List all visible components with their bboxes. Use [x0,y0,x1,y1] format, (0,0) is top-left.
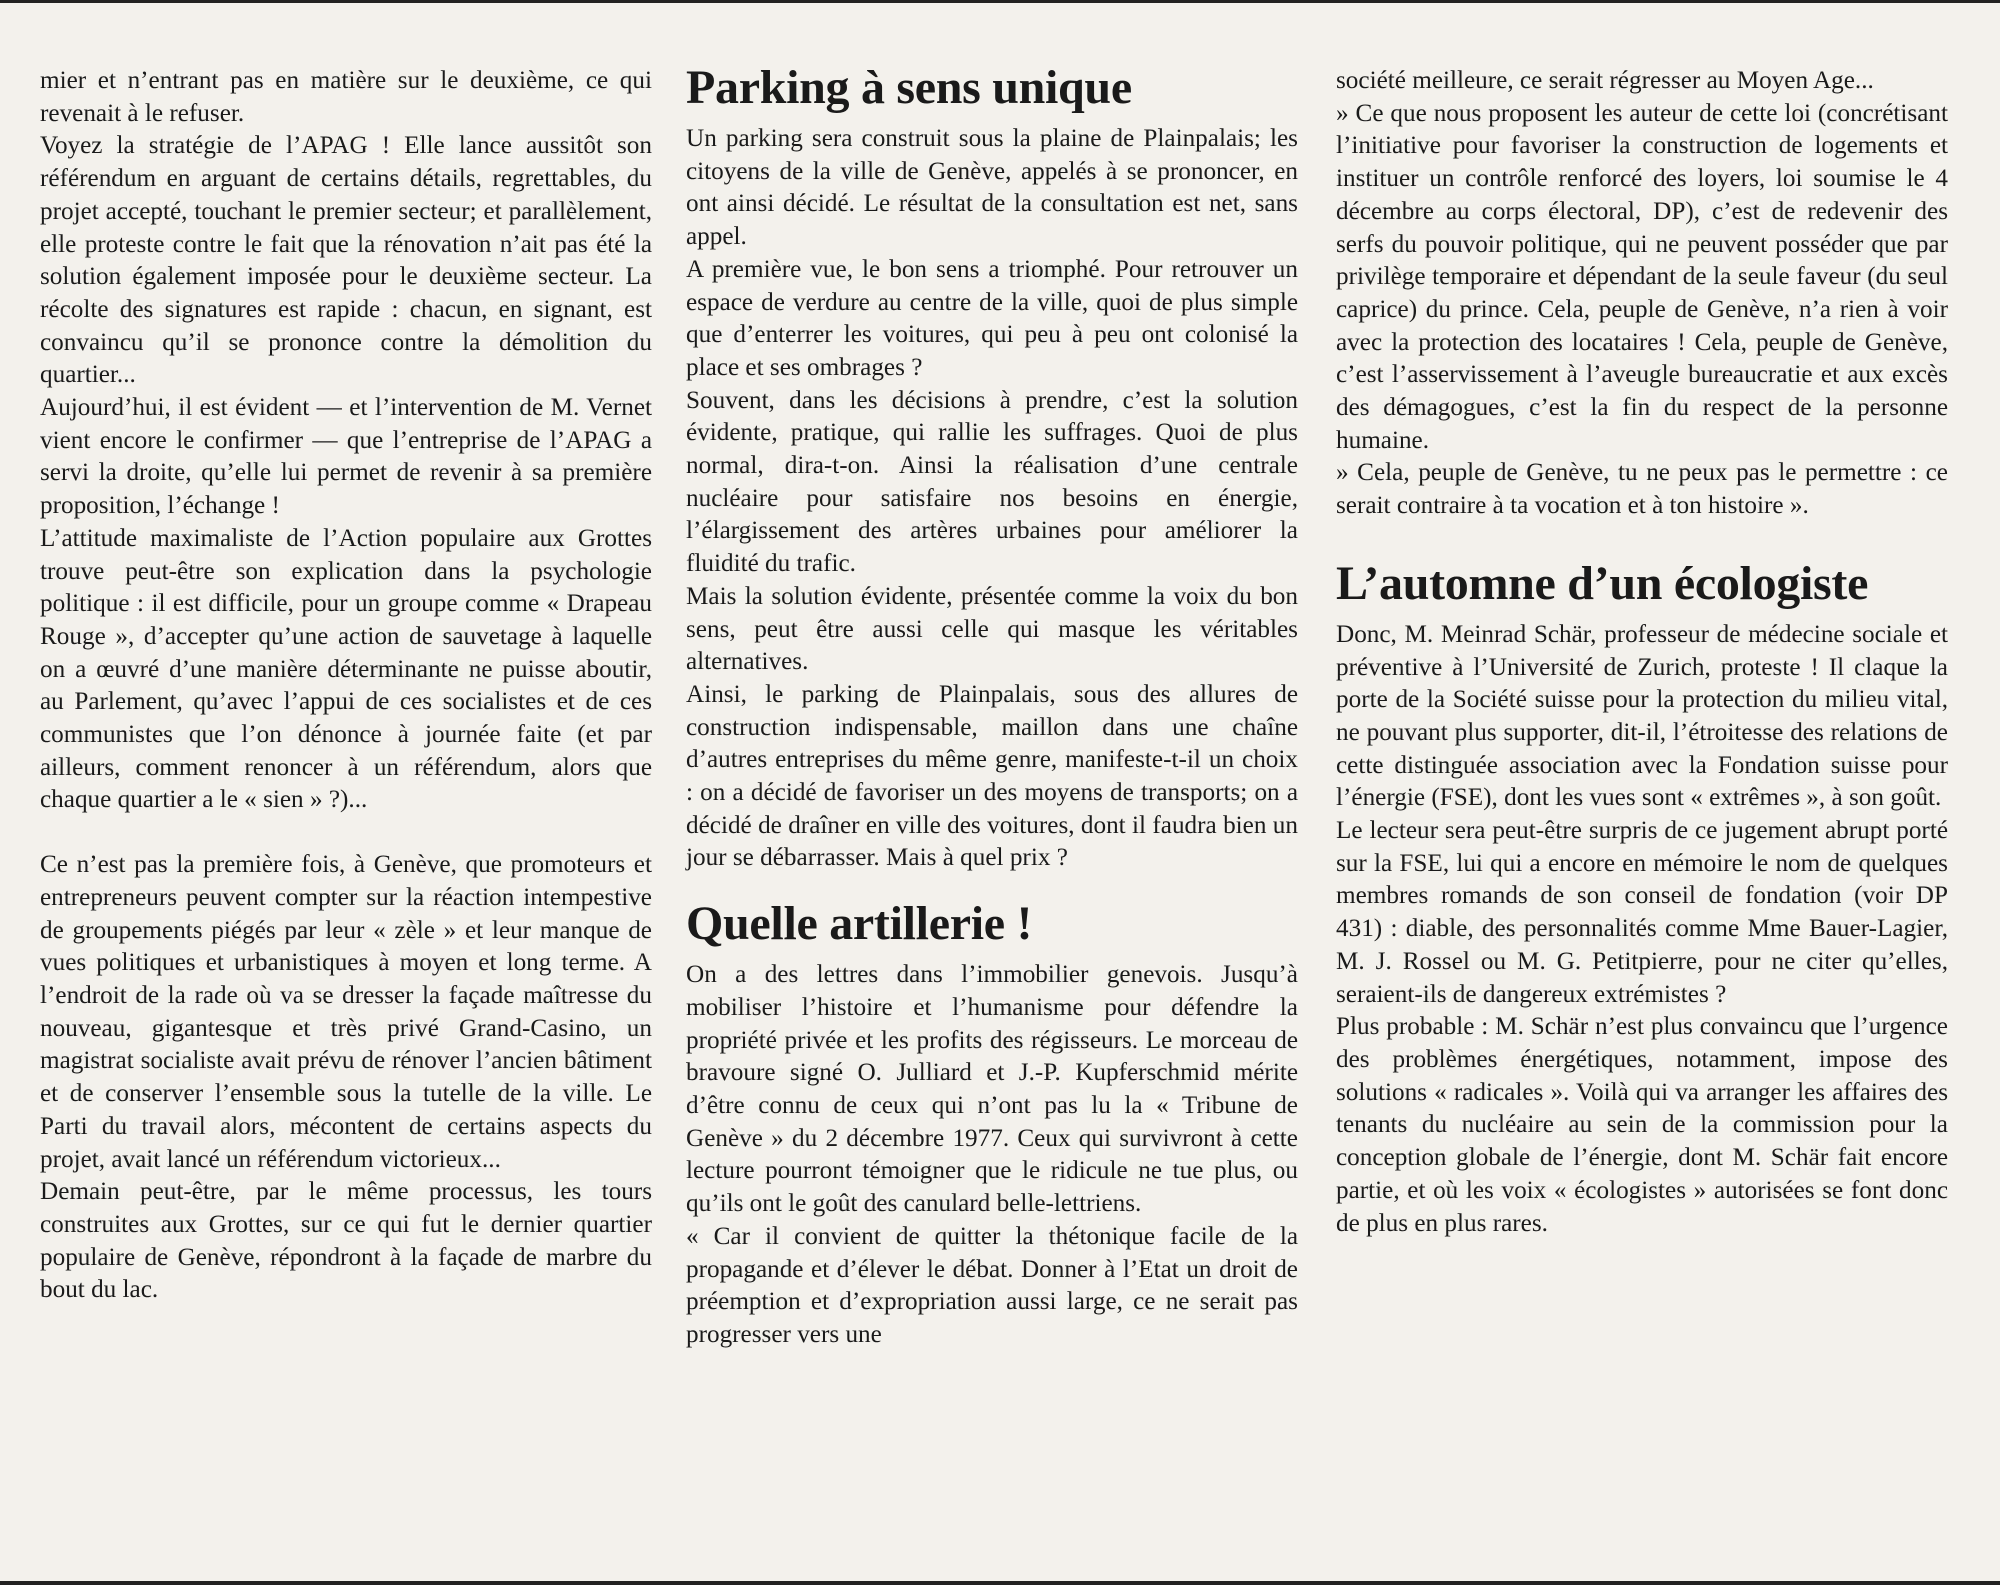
paragraph: Le lecteur sera peut-être surpris de ce jugement abrupt porté sur la FSE, lui qui a encore en mémoire le nom de quelques membres romands de son conseil de fondation (voir DP 431) : diable, des personnalités comme Mme Bauer-Lagier, M. J. Rossel ou M. G. Petitpierre, pour ne citer qu’elles, seraient-ils de dangereux extrémistes ? [1336,817,1948,1008]
paragraph: société meilleure, ce serait régresser au Moyen Age... [1336,67,1874,94]
paragraph: Voyez la stratégie de l’APAG ! Elle lance aussitôt son référendum en arguant de certains détails, regrettables, du projet accepté, touchant le premier secteur; et parallèlement, elle proteste contre le fait que la rénovation n’ait pas été la solution également imposée pour le deuxième secteur. La récolte des signatures est rapide : chacun, en signant, est convaincu qu’il se prononce contre la démolition du quartier... [40,132,652,389]
paragraph: On a des lettres dans l’immobilier genevois. Jusqu’à mobiliser l’histoire et l’humanisme pour défendre la propriété privée et les profits des régisseurs. Le morceau de bravoure signé O. Julliard et J.-P. Kupferschmid mérite d’être connu de ceux qui n’ont pas lu la « Tribune de Genève » du 2 décembre 1977. Ceux qui survivront à cette lecture pourront témoigner que le ridicule ne tue plus, ou qu’ils ont le goût des canulard belle-lettriens. [686,961,1298,1218]
heading-parking: Parking à sens unique [686,61,1132,114]
paragraph: Demain peut-être, par le même processus, les tours construites aux Grottes, sur ce qui fut le dernier quartier populaire de Genève, répondront à la façade de marbre du bout du lac. [40,1178,652,1304]
column-left [40,65,652,1307]
heading-ecologiste: L’automne d’un écologiste [1336,556,1869,610]
paragraph: A première vue, le bon sens a triomphé. Pour retrouver un espace de verdure au centre de la ville, quoi de plus simple que d’enterrer les voitures, qui peu à peu ont colonisé la place et ses ombrages ? [686,255,1298,381]
paragraph: Un parking sera construit sous la plaine de Plainpalais; les citoyens de la ville de Genève, appelés à se prononcer, en ont ainsi décidé. Le résultat de la consultation est net, sans appel. [686,125,1298,251]
paragraph: Souvent, dans les décisions à prendre, c’est la solution évidente, pratique, qui rallie les suffrages. Quoi de plus normal, dira-t-on. Ainsi la réalisation d’une centrale nucléaire pour satisfaire nos besoins en énergie, l’élargissement des artères urbaines pour améliorer la fluidité du trafic. [686,386,1298,578]
paragraph: Aujourd’hui, il est évident — et l’intervention de M. Vernet vient encore le confirmer — que l’entreprise de l’APAG a servi la droite, qu’elle lui permet de revenir à sa première proposition, l’échange ! [40,394,652,520]
paragraph: Ainsi, le parking de Plainpalais, sous des allures de construction indispensable, maillon dans une chaîne d’autres entreprises du même genre, manifeste-t-il un choix : on a décidé de favoriser un des moyens de transports; on a décidé de draîner en ville des voitures, dont il faudra bien un jour se débarrasser. Mais à quel prix ? [686,680,1298,872]
paragraph: L’attitude maximaliste de l’Action populaire aux Grottes trouve peut-être son explication dans la psychologie politique : il est difficile, pour un groupe comme « Drapeau Rouge », d’accepter qu’une action de sauvetage à laquelle on a œuvré d’une manière déterminante ne puisse aboutir, au Parlement, qu’avec l’appui de ces socialistes et de ces communistes que l’on dénonce à journée faite (et par ailleurs, comment renoncer à un référendum, alors que chaque quartier a le « sien » ?)... [40,524,652,814]
column-right [1336,65,1948,1240]
paragraph: Ce n’est pas la première fois, à Genève, que promoteurs et entrepreneurs peuvent compter sur la réaction intempestive de groupements piégés par leur « zèle » et leur manque de vues politiques et urbanistiques à moyen et long terme. A l’endroit de la rade où va se dresser la façade maîtresse du nouveau, gigantesque et très privé Grand-Casino, un magistrat socialiste avait prévu de rénover l’ancien bâtiment et de conserver l’ensemble sous la tutelle de la ville. Le Parti du travail alors, mécontent de certains aspects du projet, avait lancé un référendum victorieux... [40,851,652,1173]
paragraph: Mais la solution évidente, présentée comme la voix du bon sens, peut être aussi celle qui masque les véritables alternatives. [686,582,1298,676]
column-middle [686,61,1298,1352]
heading-artillerie: Quelle artillerie ! [686,897,1033,951]
paragraph: » Ce que nous proposent les auteur de cette loi (concrétisant l’initiative pour favoriser la construction de logements et instituer un contrôle renforcé des loyers, loi soumise le 4 décembre au corps électoral, DP), c’est de redevenir des serfs du pouvoir politique, qui ne peuvent posséder que par privilège temporaire et dépendant de la seule faveur (du seul caprice) du prince. Cela, peuple de Genève, n’a rien à voir avec la protection des locataires ! Cela, peuple de Genève, c’est l’asservissement à l’aveugle bureaucratie et aux excès des démagogues, c’est la fin du respect de la personne humaine. [1336,99,1948,454]
paragraph: « Car il convient de quitter la thétonique facile de la propagande et d’élever le débat. Donner à l’Etat un droit de préemption et d’expropriation aussi large, ce ne serait pas progresser vers une [686,1222,1298,1348]
paragraph: » Cela, peuple de Genève, tu ne peux pas le permettre : ce serait contraire à ta vocation et à ton histoire ». [1336,459,1948,520]
paragraph: mier et n’entrant pas en matière sur le deuxième, ce qui revenait à le refuser. [40,67,652,127]
paragraph: Plus probable : M. Schär n’est plus convaincu que l’urgence des problèmes énergétiques, notamment, impose des solutions « radicales ». Voilà qui va arranger les affaires des tenants du nucléaire au sein de la commission pour la conception globale de l’énergie, dont M. Schär fait encore partie, et où les voix « écologistes » autorisées se font donc de plus en plus rares. [1336,1013,1948,1237]
paragraph: Donc, M. Meinrad Schär, professeur de médecine sociale et préventive à l’Université de Zurich, proteste ! Il claque la porte de la Société suisse pour la protection du milieu vital, ne pouvant plus supporter, dit-il, l’étroitesse des relations de cette distinguée association avec la Fondation suisse pour l’énergie (FSE), dont les vues sont « extrêmes », à son goût. [1336,620,1948,812]
